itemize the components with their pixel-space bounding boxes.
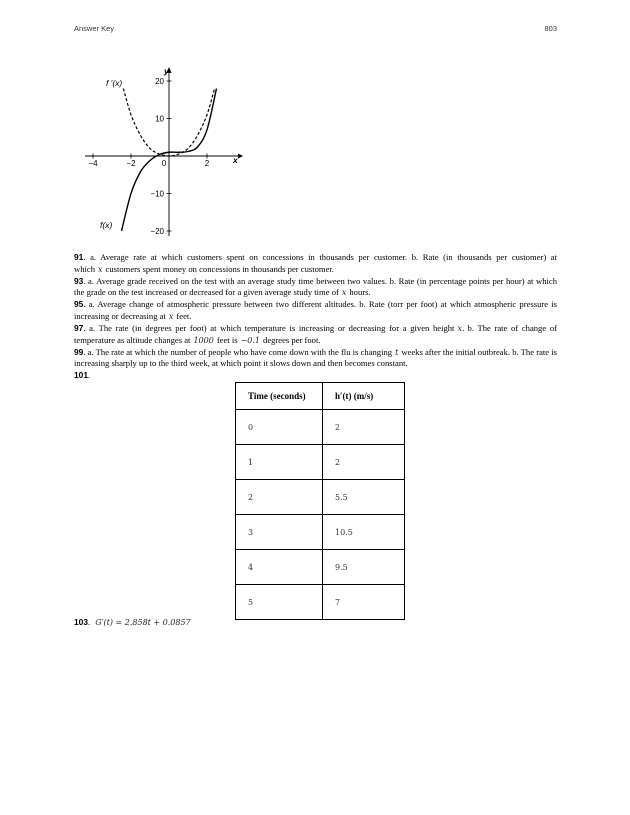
answer-91 xyxy=(74,252,557,275)
answer-text: . a. Average grade received on the test with an average study time between two values. b. Rate (in percentage points per hour) at which the grade on the test increased or decreased for a given average study time of xyxy=(74,275,557,298)
column-header: h′(t) (m/s) xyxy=(323,383,405,410)
answer-text: . a. Average change of atmospheric pressure between two different altitudes. b. Rate (torr per foot) at which atmospheric pressure is increasing or decreasing at xyxy=(74,299,557,321)
answer-text: weeks after the initial outbreak. b. The rate is increasing sharply up to the third week, at which point it slows down and then becomes constant. xyxy=(74,346,557,369)
answer-list xyxy=(74,252,557,383)
table-cell: 2 xyxy=(323,445,405,480)
table-cell: 2 xyxy=(323,410,405,445)
answer-99 xyxy=(74,347,557,370)
header-title: Answer Key xyxy=(74,24,115,33)
table-row xyxy=(236,480,405,515)
column-header: Time (seconds) xyxy=(236,383,323,410)
x-tick-label: −4 xyxy=(88,159,98,168)
answer-text: feet. xyxy=(176,310,192,321)
answer-math: −0.1 xyxy=(240,335,261,345)
table-cell: 7 xyxy=(323,585,405,620)
y-tick-label: 20 xyxy=(155,77,164,86)
answer-97 xyxy=(74,323,557,346)
function-graph xyxy=(80,62,250,240)
table-cell: 2 xyxy=(236,480,323,515)
answer-text: hours. xyxy=(349,287,371,298)
answer-101 xyxy=(74,370,557,382)
table-row xyxy=(236,585,405,620)
table-cell: 1 xyxy=(236,445,323,480)
y-axis-label: y xyxy=(164,66,169,76)
answer-93 xyxy=(74,276,557,299)
answer-103 xyxy=(74,617,194,627)
x-axis-label: x xyxy=(233,155,238,165)
answer-text: . a. The rate (in degrees per foot) at which temperature is increasing or decreasing for a given height xyxy=(83,323,455,334)
answer-number: 95 xyxy=(74,299,84,310)
table-cell: 9.5 xyxy=(323,550,405,585)
x-axis-arrow xyxy=(238,154,243,159)
page-header xyxy=(74,24,557,36)
graph-axes xyxy=(85,67,243,236)
y-tick-label: −10 xyxy=(150,189,164,199)
y-tick-label: −20 xyxy=(150,227,164,236)
answer-math: x xyxy=(341,288,347,298)
answer-math: 1000 xyxy=(193,335,214,345)
answer-text: customers spent money on concessions in thousands per customer. xyxy=(105,263,334,274)
x-tick-label: −2 xyxy=(126,159,136,168)
table-row xyxy=(236,445,405,480)
answer-number: 97 xyxy=(74,323,84,334)
answer-text: feet is xyxy=(216,334,238,345)
table-cell: 5 xyxy=(236,585,323,620)
answer-number: 93 xyxy=(74,275,84,286)
answer-math: x. xyxy=(457,324,465,334)
answer-text: b. The rate of change of temperature as altitude changes at xyxy=(74,323,557,345)
fprime-curve-label: f ′(x) xyxy=(106,78,123,88)
answer-math: x xyxy=(168,311,174,321)
tick-labels xyxy=(88,77,209,236)
answer-text: . a. Average rate at which customers spent on concessions in thousands per customer. b. Rate (in thousands per customer) at which xyxy=(74,252,557,274)
answer-punct: . xyxy=(87,617,91,627)
table-cell: 0 xyxy=(236,410,323,445)
answer-math: x xyxy=(98,264,103,274)
answer-punct: . xyxy=(87,370,91,381)
table-cell: 3 xyxy=(236,515,323,550)
answer-text: . a. The rate at which the number of people who have come down with the flu is changing xyxy=(83,346,393,357)
table-cell: 4 xyxy=(236,550,323,585)
table-row xyxy=(236,515,405,550)
x-tick-label: 2 xyxy=(204,159,210,168)
page-number: 803 xyxy=(544,24,557,33)
table-cell: 5.5 xyxy=(323,480,405,515)
table-cell: 10.5 xyxy=(323,515,405,550)
answer-math: t xyxy=(395,347,399,357)
table-row xyxy=(236,550,405,585)
answer-number: 99 xyxy=(74,346,84,357)
answer-number: 103 xyxy=(74,617,88,627)
answer-text: degrees per foot. xyxy=(263,334,321,345)
velocity-table xyxy=(235,382,405,620)
y-tick-label: 10 xyxy=(155,114,164,124)
answer-number: 101 xyxy=(74,370,88,381)
x-tick-label: 0 xyxy=(161,159,167,168)
table-row xyxy=(236,410,405,445)
answer-number: 91 xyxy=(74,252,84,262)
answer-formula: G′(t) = 2.858t + 0.0857 xyxy=(95,618,191,627)
table-header-row xyxy=(236,383,405,410)
f-curve-label: f(x) xyxy=(100,220,113,230)
answer-95 xyxy=(74,299,557,322)
